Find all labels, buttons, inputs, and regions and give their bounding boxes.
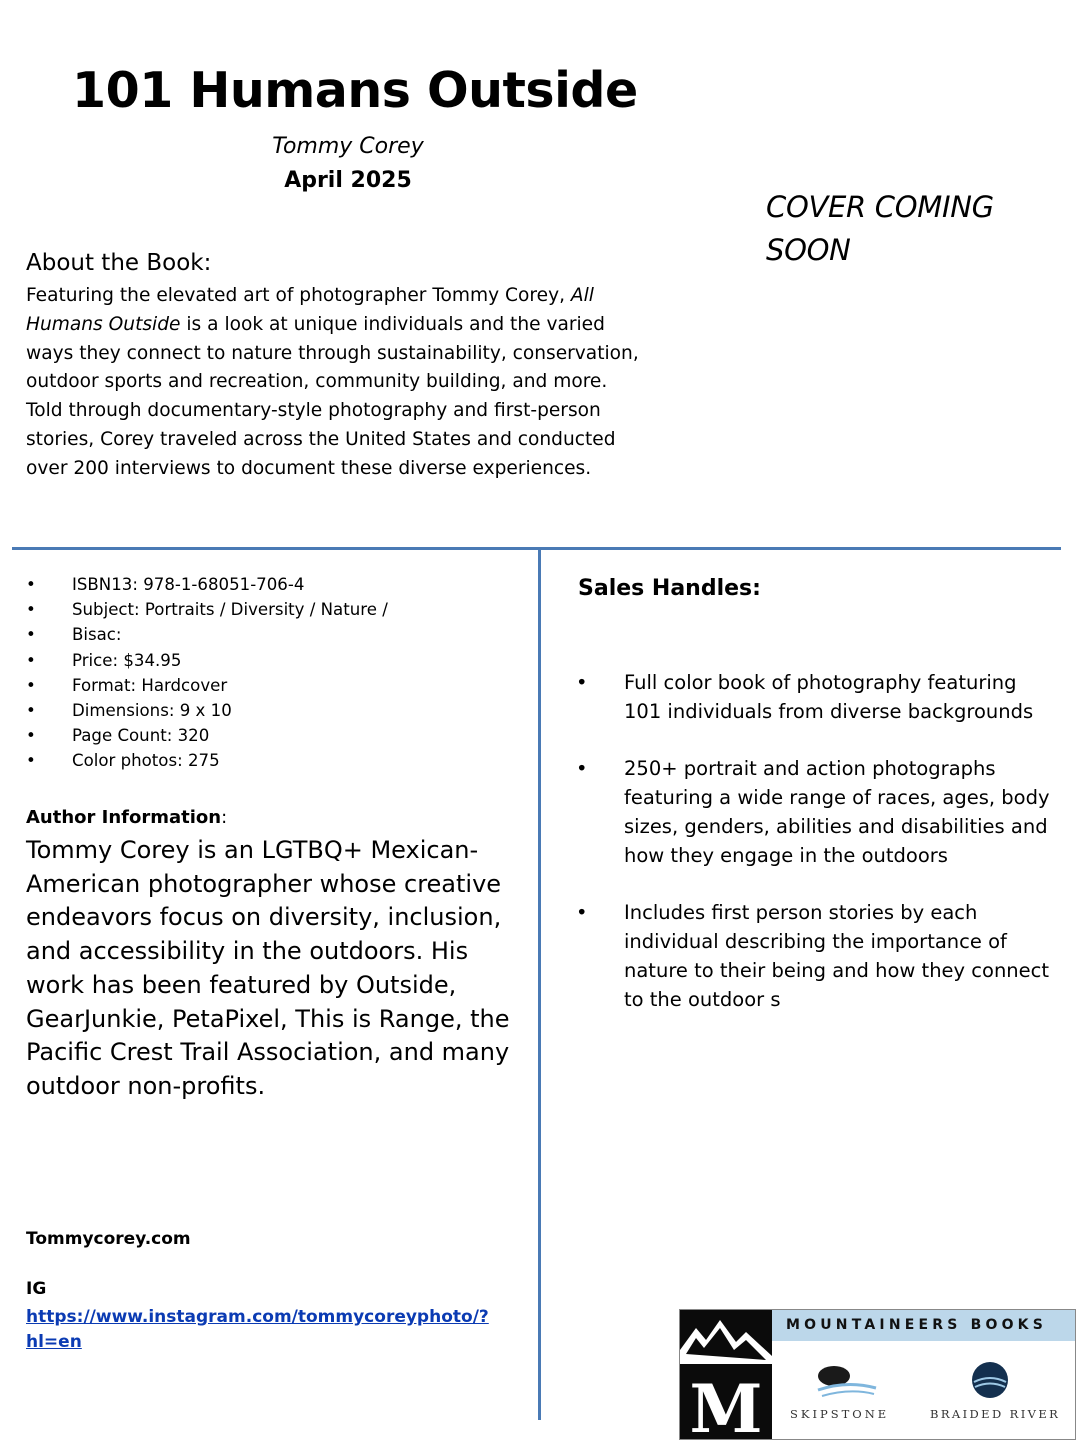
mountain-m-logo-icon: [680, 1310, 772, 1439]
skipstone-stone-icon: [812, 1360, 882, 1404]
bullet: •: [26, 726, 36, 746]
instagram-label: IG: [26, 1279, 47, 1299]
bullet: •: [26, 575, 36, 594]
bullet: •: [576, 671, 588, 694]
braided-river-globe-icon: [970, 1360, 1010, 1400]
spec-format: • Format: Hardcover: [26, 673, 388, 698]
bullet: •: [576, 757, 588, 780]
spec-isbn: • ISBN13: 978-1-68051-706-4: [26, 572, 388, 597]
spec-subject: • Subject: Portraits / Diversity / Nature /: [26, 597, 388, 622]
bullet: •: [576, 901, 588, 924]
horizontal-divider: [12, 547, 1061, 550]
author-bio: Tommy Corey is an LGTBQ+ Mexican-American photographer whose creative endeavors focus on diversity, inclusion, and accessibility in the outdoors. His work has been featured by Outside, GearJunkie, PetaPixel, This is Range, the Pacific Crest Trail Association, and many outdoor non-profits.: [26, 836, 510, 1100]
about-text-start: Featuring the elevated art of photographer Tommy Corey,: [26, 285, 571, 306]
spec-page-count: • Page Count: 320: [26, 723, 388, 748]
spec-bisac: • Bisac:: [26, 622, 388, 647]
book-title: 101 Humans Outside: [72, 62, 638, 119]
author-info-heading: Author Information:: [26, 807, 228, 828]
sales-handle-item: • Full color book of photography featuring 101 individuals from diverse backgrounds: [576, 668, 1056, 726]
author-website[interactable]: Tommycorey.com: [26, 1229, 191, 1249]
imprint-braided-river: BRAIDED RIVER: [930, 1407, 1061, 1421]
about-text-end: is a look at unique individuals and the varied ways they connect to nature through sustainability, conservation, outdoor sports and recreation, community building, and more. Told through documentary-style photography and first-person stories, Corey traveled across the United States and conducted over 200 interviews to document these diverse experiences.: [26, 313, 639, 479]
publication-date: April 2025: [284, 168, 412, 193]
publisher-name: MOUNTAINEERS BOOKS: [772, 1310, 1075, 1341]
author-name: Tommy Corey: [272, 134, 424, 159]
about-heading: About the Book:: [26, 250, 212, 276]
sales-handles-list: [576, 668, 1056, 1042]
instagram-link[interactable]: https://www.instagram.com/tommycoreyphoto/?hl=en: [26, 1307, 489, 1352]
about-description: [26, 282, 646, 484]
imprint-skipstone: SKIPSTONE: [790, 1407, 890, 1421]
spec-dimensions: • Dimensions: 9 x 10: [26, 698, 388, 723]
bullet: •: [26, 600, 36, 620]
spec-color-photos: • Color photos: 275: [26, 748, 388, 773]
sales-handle-item: • 250+ portrait and action photographs featuring a wide range of races, ages, body sizes, genders, abilities and disabilities and how they engage in the outdoors: [576, 754, 1056, 870]
bullet: •: [26, 751, 36, 771]
publisher-logo: [679, 1309, 1076, 1440]
spec-price: • Price: $34.95: [26, 648, 388, 673]
mountain-m-icon: [680, 1310, 772, 1439]
vertical-divider: [538, 549, 541, 1420]
sales-handle-item: • Includes first person stories by each individual describing the importance of nature to their being and how they connect to the outdoor s: [576, 898, 1056, 1014]
bullet: •: [26, 700, 36, 720]
svg-text:M: M: [689, 1370, 763, 1439]
bullet: •: [26, 675, 36, 695]
bullet: •: [26, 625, 36, 645]
cover-placeholder: COVER COMING SOON: [766, 190, 994, 267]
bullet: •: [26, 650, 36, 670]
book-specs-list: [26, 572, 388, 774]
sales-handles-heading: Sales Handles:: [578, 576, 761, 601]
about-book-title-italic: All Humans Outside: [26, 285, 594, 335]
